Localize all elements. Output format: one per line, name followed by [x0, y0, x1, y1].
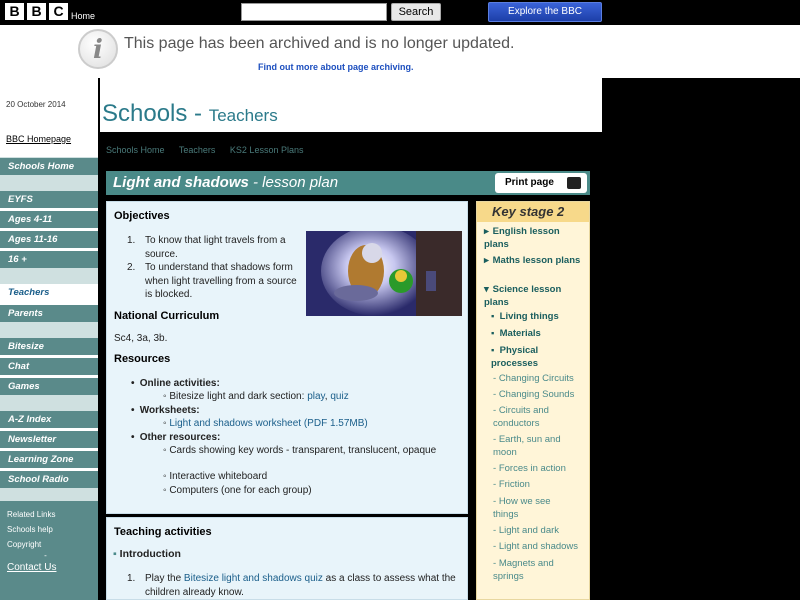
- breadcrumb-teachers[interactable]: Teachers: [178, 145, 216, 155]
- bbc-homepage-link[interactable]: BBC Homepage: [6, 134, 72, 144]
- owl-light-illustration: [306, 231, 462, 316]
- physical-processes-label: Physical processes: [491, 345, 539, 369]
- section-header: [100, 78, 602, 132]
- home-link[interactable]: Home: [71, 11, 96, 21]
- archive-message: This page has been archived and is no longer updated.: [124, 35, 515, 52]
- forces-in-action-link[interactable]: Forces in action: [498, 463, 566, 474]
- search-button[interactable]: Search: [391, 3, 441, 21]
- living-things-link[interactable]: Living things: [499, 311, 559, 322]
- copyright-link[interactable]: Copyright: [7, 540, 42, 549]
- archive-info-link[interactable]: Find out more about page archiving.: [258, 62, 414, 72]
- footer-links: [0, 501, 98, 600]
- print-button-label: Print page: [505, 177, 554, 188]
- archive-notice: [0, 25, 800, 78]
- worksheets-label-text: Worksheets:: [139, 405, 200, 416]
- objective-item: To understand that shadows form when light travelling from a source is blocked.: [145, 262, 297, 300]
- nav-item-eyfs[interactable]: EYFS: [0, 191, 98, 208]
- nav-item-16-plus[interactable]: 16 +: [0, 251, 98, 268]
- schools-help-link[interactable]: Schools help: [7, 525, 53, 534]
- breadcrumb-schools-home[interactable]: Schools Home: [106, 145, 165, 155]
- footer-dash: -: [44, 551, 47, 560]
- resources-heading: Resources: [114, 353, 171, 365]
- nav-item-chat[interactable]: Chat: [0, 358, 98, 375]
- nav-item-games[interactable]: Games: [0, 378, 98, 395]
- breadcrumb: [106, 145, 315, 155]
- worksheets-label: • Worksheets:: [131, 405, 200, 416]
- nav-item-schools-home[interactable]: Schools Home: [0, 158, 98, 175]
- logo-letter-b2: B: [27, 3, 46, 20]
- info-icon: i: [78, 29, 118, 69]
- friction-link[interactable]: Friction: [498, 479, 530, 490]
- science-lesson-plans-label: Science lesson plans: [484, 284, 562, 308]
- nav-item-parents[interactable]: Parents: [0, 305, 98, 322]
- key-stage-title: Key stage 2: [477, 202, 589, 222]
- left-navigation: [0, 78, 98, 600]
- nav-item-learning-zone[interactable]: Learning Zone: [0, 451, 98, 468]
- other-resources-label: • Other resources:: [131, 432, 221, 443]
- circuits-conductors-link[interactable]: Circuits and conductors: [493, 405, 549, 429]
- maths-lesson-plans-item: ▸ Maths lesson plans: [484, 255, 581, 266]
- logo-letter-b1: B: [5, 3, 24, 20]
- intro-post: as a class to assess what the children already know.: [145, 573, 456, 598]
- contact-us-link[interactable]: Contact Us: [7, 562, 57, 573]
- curriculum-heading: National Curriculum: [114, 310, 220, 322]
- nav-item-bitesize[interactable]: Bitesize: [0, 338, 98, 355]
- introduction-heading: ▪ Introduction: [113, 548, 181, 560]
- logo-letter-c: C: [49, 3, 68, 20]
- printer-icon: [567, 177, 581, 189]
- other-item-text: Interactive whiteboard: [169, 471, 268, 482]
- other-item-text: Computers (one for each group): [169, 485, 312, 496]
- bbc-top-bar: [0, 0, 800, 25]
- teaching-activities-panel: [106, 517, 468, 600]
- nav-separator: [0, 175, 98, 191]
- nav-item-school-radio[interactable]: School Radio: [0, 471, 98, 488]
- nav-separator: [0, 395, 98, 411]
- worksheet-item: ◦ Light and shadows worksheet (PDF 1.57MB): [163, 418, 368, 429]
- online-text: Bitesize light and dark section:: [169, 391, 308, 402]
- nav-item-newsletter[interactable]: Newsletter: [0, 431, 98, 448]
- objective-number: 2.: [127, 262, 136, 273]
- other-label-text: Other resources:: [139, 432, 221, 443]
- step-number: 1.: [127, 573, 136, 584]
- online-sep: ,: [324, 391, 331, 402]
- physical-sub-item: - How we see things: [493, 496, 551, 520]
- earth-sun-moon-link[interactable]: Earth, sun and moon: [493, 434, 561, 458]
- maths-lesson-plans-link[interactable]: Maths lesson plans: [492, 255, 581, 266]
- nav-item-a-z-index[interactable]: A-Z Index: [0, 411, 98, 428]
- physical-sub-item: - Forces in action: [493, 463, 566, 474]
- lesson-title: [113, 174, 338, 191]
- print-page-button[interactable]: [495, 173, 587, 193]
- science-lesson-plans-item: ▾ Science lesson plans: [484, 284, 562, 308]
- search-input[interactable]: [241, 3, 387, 21]
- other-item-text: Cards showing key words - transparent, translucent, opaque: [169, 445, 437, 456]
- other-resource-item: ◦ Computers (one for each group): [163, 485, 312, 496]
- lesson-title-main: Light and shadows: [113, 174, 249, 191]
- physical-sub-item: - Changing Circuits: [493, 373, 574, 384]
- illustration-svg: [306, 231, 462, 316]
- physical-sub-item: - Friction: [493, 479, 530, 490]
- physical-processes-item: ▪ Physical processes: [491, 345, 539, 369]
- objectives-heading: Objectives: [114, 210, 170, 222]
- nav-separator: [0, 268, 98, 284]
- quiz-link[interactable]: quiz: [330, 391, 349, 402]
- lesson-title-sub: - lesson plan: [248, 174, 339, 191]
- title-separator: -: [187, 100, 209, 127]
- magnets-springs-link[interactable]: Magnets and springs: [493, 558, 554, 582]
- physical-sub-item: - Light and dark: [493, 525, 560, 536]
- changing-circuits-link[interactable]: Changing Circuits: [498, 373, 574, 384]
- other-resource-item: ◦ Cards showing key words - transparent, translucent, opaque: [163, 445, 437, 456]
- explore-bbc-button[interactable]: Explore the BBC: [488, 2, 602, 22]
- schools-title: Schools: [102, 100, 188, 127]
- nav-separator: [0, 322, 98, 338]
- bitesize-quiz-link[interactable]: Bitesize light and shadows quiz: [183, 573, 323, 584]
- physical-sub-item: - Circuits and conductors: [493, 405, 549, 429]
- other-resource-item: ◦ Interactive whiteboard: [163, 471, 268, 482]
- online-activities-label: • Online activities:: [131, 378, 220, 389]
- breadcrumb-ks2-lesson-plans[interactable]: KS2 Lesson Plans: [229, 145, 304, 155]
- physical-sub-item: - Magnets and springs: [493, 558, 554, 582]
- materials-link[interactable]: Materials: [499, 328, 541, 339]
- play-link[interactable]: play: [307, 391, 325, 402]
- nav-item-teachers[interactable]: Teachers: [0, 284, 98, 301]
- related-links[interactable]: Related Links: [7, 510, 56, 519]
- living-things-item: ▪ Living things: [491, 311, 559, 322]
- page-title: [102, 100, 278, 128]
- online-label-text: Online activities:: [139, 378, 220, 389]
- materials-item: ▪ Materials: [491, 328, 541, 339]
- online-activities-item: ◦ Bitesize light and dark section: play, quiz: [163, 391, 349, 402]
- lesson-content-panel: [106, 201, 468, 514]
- curriculum-text: Sc4, 3a, 3b.: [114, 333, 168, 344]
- light-and-dark-link[interactable]: Light and dark: [498, 525, 560, 536]
- intro-heading-text: Introduction: [119, 548, 181, 560]
- objective-number: 1.: [127, 235, 136, 246]
- key-stage-panel: [476, 201, 590, 600]
- nav-item-ages-11-16[interactable]: Ages 11-16: [0, 231, 98, 248]
- nav-item-ages-4-11[interactable]: Ages 4-11: [0, 211, 98, 228]
- how-we-see-things-link[interactable]: How we see things: [493, 496, 551, 520]
- physical-sub-item-current: - Light and shadows: [493, 541, 579, 552]
- intro-step: [145, 572, 463, 599]
- page-date: 20 October 2014: [6, 100, 66, 109]
- worksheet-pdf-link[interactable]: Light and shadows worksheet (PDF 1.57MB): [169, 418, 368, 429]
- objective-item: To know that light travels from a source.: [145, 235, 286, 260]
- bbc-logo[interactable]: [5, 3, 68, 20]
- teachers-title: Teachers: [208, 106, 278, 125]
- nav-separator: [0, 488, 98, 501]
- english-lesson-plans-link[interactable]: English lesson plans: [484, 226, 560, 250]
- lesson-title-bar: [106, 171, 590, 195]
- physical-sub-item: - Earth, sun and moon: [493, 434, 561, 458]
- changing-sounds-link[interactable]: Changing Sounds: [498, 389, 575, 400]
- physical-sub-item: - Changing Sounds: [493, 389, 575, 400]
- light-and-shadows-current: Light and shadows: [498, 541, 579, 552]
- teaching-heading: Teaching activities: [114, 526, 212, 538]
- english-lesson-plans-item: ▸ English lesson plans: [484, 226, 560, 250]
- intro-pre: Play the: [145, 573, 184, 584]
